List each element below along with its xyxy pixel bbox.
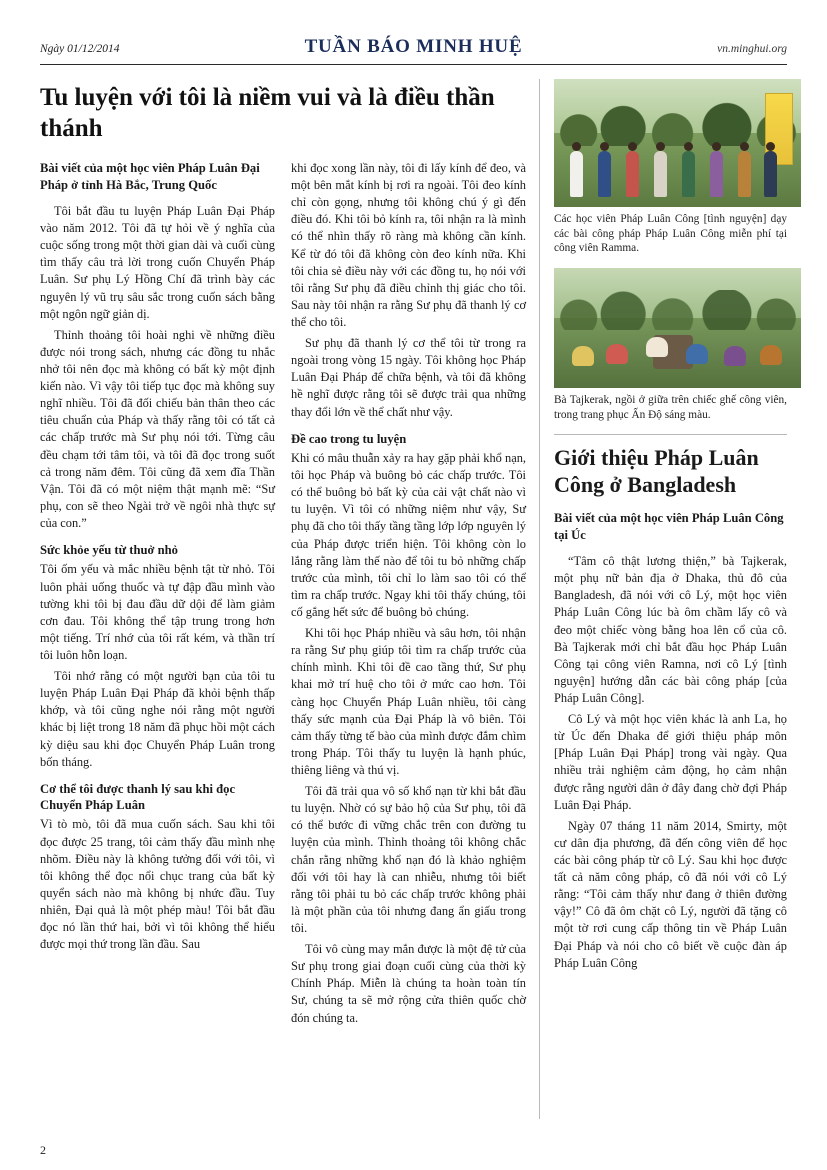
- paragraph: Tôi nhớ rằng có một người bạn của tôi tu luyện Pháp Luân Đại Pháp đã khỏi bệnh thấp khớp, và tôi cũng nghe nói rằng một người khác bị liệt trong 18 năm đã phục hồi một cách kỳ diệu sau khi đọc Chuyển Pháp Luân trong bốn tháng.: [40, 669, 275, 769]
- divider: [554, 434, 787, 435]
- page-title: Tu luyện với tôi là niềm vui và là điều thần thánh: [40, 84, 495, 142]
- paragraph: Tôi bắt đầu tu luyện Pháp Luân Đại Pháp vào năm 2012. Tôi đã tự hỏi về ý nghĩa của cuộc sống trong một thời gian dài và cuối cùng tìm thấy câu trả lời trong cuốn Chuyển Pháp Luân. Sư phụ Lý Hồng Chí đã trình bày các nguyên lý vũ trụ sâu sắc trong cuốn sách bằng một ngôn ngữ giản dị.: [40, 204, 275, 321]
- sidebar-article-byline: Bài viết của một học viên Pháp Luân Công tại Úc: [554, 511, 784, 543]
- paragraph: Cô Lý và một học viên khác là anh La, họ từ Úc đến Dhaka để giới thiệu pháp môn [Pháp Luân Đại Pháp] trong vài ngày. Qua nhiều trải nghiệm cảm động, họ cảm nhận được rằng người dân ở đây đang chờ đợi Pháp Luân Đại Pháp.: [554, 712, 787, 812]
- masthead: [40, 36, 787, 65]
- section-subhead: Đề cao trong tu luyện: [291, 431, 407, 446]
- paragraph: Khi tôi học Pháp nhiều và sâu hơn, tôi nhận ra rằng Sư phụ giúp tôi tìm ra chấp trước của chính mình. Khi tôi đề cao tầng thứ, Sư phụ khai mở trí huệ cho tôi ở mức cao hơn. Tôi càng học Chuyển Pháp Luân nhiều, tôi càng thấy sức mạnh của Đại Pháp là vô biên. Tôi cảm thấy từng tế bào của mình được đắm chìm trong Pháp. Tôi thấy tu luyện là hạnh phúc, thiêng liêng và thú vị.: [291, 626, 526, 777]
- paragraph: Sư phụ đã thanh lý cơ thể tôi từ trong ra ngoài trong vòng 15 ngày. Tôi không học Pháp Luân Đại Pháp để chữa bệnh, và tôi đã không hề nghĩ được rằng tôi sẽ được trải qua những thay đổi lớn về thể chất như vậy.: [291, 336, 526, 419]
- article-columns: [40, 160, 525, 1031]
- paragraph: Tôi đã trải qua vô số khổ nạn từ khi bắt đầu tu luyện. Nhờ có sự bảo hộ của Sư phụ, tôi đã có thể bước đi vững chắc trên con đường tu luyện của mình. Thỉnh thoảng tôi không chắc chắn rằng những khổ nạn đó là khảo nghiệm đối với tôi hay là can nhiễu, nhưng tôi biết rằng tôi phải tu bỏ các chấp trước không phải là một phần của tôi nhưng đang ẩn giấu trong tôi.: [291, 784, 526, 935]
- paragraph: “Tâm cô thật lương thiện,” bà Tajkerak, một phụ nữ bản địa ở Dhaka, thủ đô của Bangladesh, đã nói với cô Lý, một học viên Pháp Luân Công lúc bà ôm chầm lấy cô và đeo một chiếc vòng bằng hoa lên cổ của cô. Bà Tajkerak mới chỉ bắt đầu học Pháp Luân Công tại công viên Ramna, nơi cô Lý [tình nguyện] hướng dẫn các bài công pháp [của Pháp Luân Công].: [554, 554, 787, 706]
- masthead-title: TUẦN BÁO MINH HUỆ: [304, 36, 523, 57]
- photo-caption: Bà Tajkerak, ngồi ở giữa trên chiếc ghế công viên, trong trang phục Ấn Độ sáng màu.: [554, 394, 787, 421]
- paragraph: Tôi vô cùng may mắn được là một đệ tử của Sư phụ trong giai đoạn cuối cùng của thời kỳ Chính Pháp. Miễn là chúng ta hoàn toàn tín Sư, chúng ta sẽ mở rộng cửa thiên quốc chờ đón chúng ta.: [291, 942, 526, 1025]
- photo-falun-gong-park: [554, 79, 801, 207]
- article-column-1: [40, 160, 275, 1031]
- photo-caption: Các học viên Pháp Luân Công [tình nguyện] dạy các bài công pháp Pháp Luân Công miễn phí tại công viên Ramma.: [554, 213, 787, 255]
- section-subhead: Sức khỏe yếu từ thuở nhỏ: [40, 543, 178, 558]
- paragraph: Vì tò mò, tôi đã mua cuốn sách. Sau khi tôi đọc được 25 trang, tôi cảm thấy đầu mình nhẹ nhõm. Điều này là không tưởng đối với tôi, vì tôi không thể đọc nổi chục trang của bất kỳ quyển sách nào mà không bị nhức đầu. Tuy nhiên, Đại quả là một phép màu! Tôi bắt đầu đọc nó lần thứ hai, bởi vì tôi không thể hiểu được mọi thứ trong lần đầu. Sau: [40, 817, 275, 952]
- main-article: [40, 79, 540, 1119]
- sidebar-column: [540, 79, 787, 1119]
- masthead-website: vn.minghui.org: [717, 43, 787, 55]
- paragraph: Ngày 07 tháng 11 năm 2014, Smirty, một cư dân địa phương, đã đến công viên để học các bài công pháp từ cô Lý. Sau khi học được tất cả năm công pháp, cô đã nói với cô Lý rằng: “Tôi cảm thấy như đang ở thiên đường vậy!” Cô đã ôm chặt cô Lý, người đã tặng cô một tờ rơi cung cấp thông tin về Pháp Luân Đại Pháp và nói cho cô biết về cuộc đàn áp Pháp Luân Công: [554, 818, 787, 970]
- page-number: 2: [40, 1143, 46, 1157]
- article-column-2: [291, 160, 526, 1031]
- masthead-date: Ngày 01/12/2014: [40, 43, 120, 55]
- paragraph: Khi có mâu thuẫn xảy ra hay gặp phải khổ nạn, tôi học Pháp và buông bỏ các chấp trước. Tôi có thể buông bỏ bất kỳ của cải vật chất nào vì tu luyện. Vì tôi có những niệm như vậy, Sư phụ đã cho tôi thấy tầng tầng lớp lớp nguyên lý của Pháp được triển hiện. Tôi không còn lo lắng rằng làm thế nào để tôi tu bỏ những chấp trước của mình, tôi chỉ lo làm sao tôi có thể tìm ra chấp trước. Ngay khi tôi thấy chúng, tôi cố gắng hết sức để buông bỏ chúng.: [291, 451, 526, 619]
- paragraph: Tôi ốm yếu và mắc nhiều bệnh tật từ nhỏ. Tôi luôn phải uống thuốc và tự đập đầu mình vào tường khi tôi bị đau đầu dữ dội để làm giảm cơn đau. Tôi không thể tập trung trong hơn một tiếng. Trí nhớ của tôi rất kém, và thần trí tôi luôn hỗn loạn.: [40, 562, 275, 662]
- paragraph: khi đọc xong lần này, tôi đi lấy kính để đeo, và một bên mắt kính bị rơi ra ngoài. Tôi đeo kính chỉ còn gọng, nhưng tôi không chú ý gì đến điều đó. Khi tôi bỏ kính ra, tôi nhận ra là mình có thể nhìn thấy rõ ràng mà không cần kính. Kể từ đó tôi đã không còn đeo kính nữa. Khi tôi chia sẻ điều này với các đồng tu, họ nói với tôi rằng Sư phụ đã điều chỉnh thị giác cho tôi. Sau này tôi nhận ra rằng Sư phụ đã thanh lý cơ thể cho tôi.: [291, 161, 526, 329]
- article-byline: Bài viết của một học viên Pháp Luân Đại Pháp ở tỉnh Hà Bắc, Trung Quốc: [40, 161, 260, 192]
- photo-tajkerak-bench: [554, 268, 801, 388]
- page-content: [40, 79, 787, 1119]
- section-subhead: Cơ thể tôi được thanh lý sau khi đọc Chuyển Pháp Luân: [40, 781, 236, 813]
- sidebar-article-title: Giới thiệu Pháp Luân Công ở Bangladesh: [554, 445, 759, 497]
- paragraph: Thỉnh thoảng tôi hoài nghi về những điều được nói trong sách, nhưng các đồng tu nhắc nhở tôi nên đọc mà không có bất kỳ một định kiến nào. Vì vậy tôi tiếp tục đọc mà không suy nghĩ nhiều. Tôi đã đối chiếu bản thân theo các tiêu chuẩn của Pháp và thấy rằng tôi có tất cả các chấp trước mà Sư phụ nói tới. Từng câu đều chạm tới tâm tôi, và tôi đã đọc trong suốt cả trong năm đêm. Tôi cũng đã xem đĩa Thần Vận. Tôi đã có một niệm thật mạnh mẽ: “Sư phụ, con sẽ theo Ngài trở về ngôi nhà thực sự của con.”: [40, 327, 275, 530]
